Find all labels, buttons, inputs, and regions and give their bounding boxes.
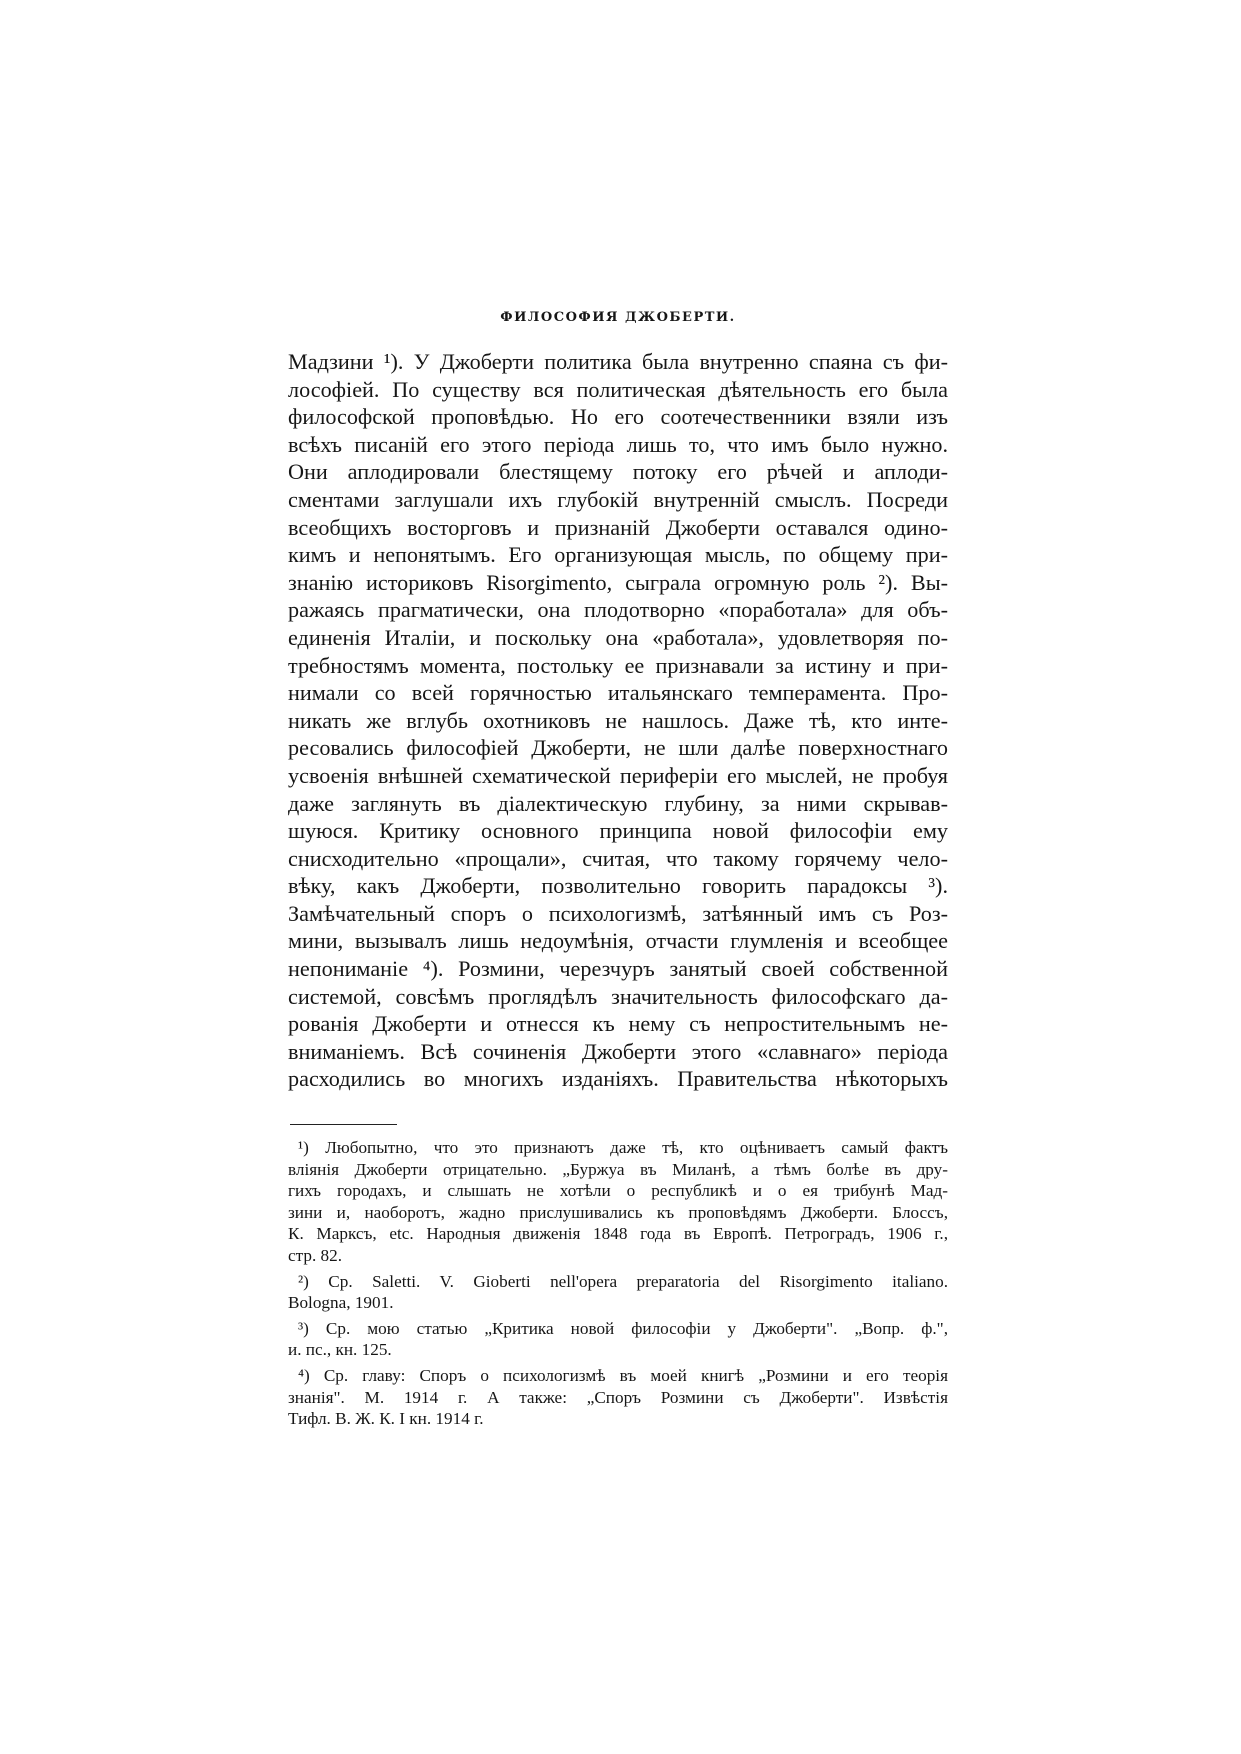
text-line: единенія Италіи, и поскольку она «работала», удовлетворяя по- [288,624,948,650]
running-head: ФИЛОСОФИЯ ДЖОБЕРТИ. [500,310,736,325]
text-line: даже заглянуть въ діалектическую глубину, за ними скрывав- [288,790,948,816]
text-line: никать же вглубь охотниковъ не нашлось. Даже тѣ, кто инте- [288,707,948,733]
footnote-line: Bologna, 1901. [288,1293,394,1313]
text-line: снисходительно «прощали», считая, что такому горячему чело- [288,845,948,871]
footnote-line: стр. 82. [288,1245,343,1265]
text-line: требностямъ момента, постольку ее признавали за истину и при- [288,652,948,678]
main-text [288,348,948,1093]
footnote-line: и. пс., кн. 125. [288,1340,392,1360]
footnote-line: ¹) Любопытно, что это признаютъ даже тѣ, кто оцѣниваетъ самый фактъ [298,1138,948,1157]
text-line: ресовались философіей Джоберти, не шли далѣе поверхностнаго [288,735,948,761]
text-line: Замѣчательный споръ о психологизмѣ, затѣянный имъ съ Роз- [288,900,948,926]
footnote-line: К. Марксъ, etc. Народныя движенія 1848 года въ Европѣ. Петроградъ, 1906 г., [288,1224,948,1244]
text-line: непониманіе ⁴). Розмини, черезчуръ занятый своей собственной [288,956,948,982]
footnote-line: ³) Ср. мою статью „Критика новой философіи у Джоберти". „Вопр. ф.", [298,1318,948,1338]
footnote-separator [290,1124,397,1125]
text-line: лософіей. По существу вся политическая дѣятельность его была [288,376,948,402]
text-line: расходились во многихъ изданіяхъ. Правительства нѣкоторыхъ [288,1066,948,1092]
text-line: системой, совсѣмъ проглядѣлъ значительность философскаго да- [288,983,948,1009]
footnote-line: гихъ городахъ, и слышать не хотѣли о республикѣ и о ея трибунѣ Мад- [288,1181,948,1201]
text-line: ражаясь прагматически, она плодотворно «поработала» для объ- [288,597,948,623]
footnote-line: вліянія Джоберти отрицательно. „Буржуа въ Миланѣ, а тѣмъ болѣе въ дру- [288,1159,948,1179]
footnote-4 [288,1365,948,1430]
footnote-line: знанія". М. 1914 г. А также: „Споръ Розмини съ Джоберти". Извѣстія [288,1387,948,1407]
footnote-line: Тифл. В. Ж. К. I кн. 1914 г. [288,1409,484,1429]
text-line: всеобщихъ восторговъ и признаній Джоберти оставался одино- [288,514,948,540]
footnotes [288,1137,948,1434]
footnote-3 [288,1318,948,1361]
text-line: вниманіемъ. Всѣ сочиненія Джоберти этого «славнаго» періода [288,1038,948,1064]
footnote-1 [288,1137,948,1267]
text-line: кимъ и непонятымъ. Его организующая мысль, по общему при- [288,542,948,568]
text-line: шуюся. Критику основного принципа новой философіи ему [288,818,948,844]
text-line: всѣхъ писаній его этого періода лишь то, что имъ было нужно. [288,431,948,457]
text-line: рованія Джоберти и отнесся къ нему съ непростительнымъ не- [288,1011,948,1037]
text-line: Они аплодировали блестящему потоку его рѣчей и аплоди- [288,459,948,485]
text-line: усвоенія внѣшней схематической периферіи его мыслей, не пробуя [288,762,948,788]
footnote-2 [288,1271,948,1314]
text-line: знанію историковъ Risorgimento, сыграла огромную роль ²). Вы- [288,569,948,595]
footnote-line: зини и, наоборотъ, жадно прислушивались къ проповѣдямъ Джоберти. Блоссъ, [288,1202,948,1222]
footnote-line: ²) Ср. Saletti. V. Gioberti nell'opera preparatoria del Risorgimento italiano. [298,1271,948,1291]
text-line: Мадзини ¹). У Джоберти политика была внутренно спаяна съ фи- [288,349,948,374]
text-line: вѣку, какъ Джоберти, позволительно говорить парадоксы ³). [288,873,948,899]
text-line: философской проповѣдью. Но его соотечественники взяли изъ [288,404,948,430]
text-line: нимали со всей горячностью итальянскаго темперамента. Про- [288,680,948,706]
footnote-line: ⁴) Ср. главу: Споръ о психологизмѣ въ моей книгѣ „Розмини и его теорія [298,1365,948,1385]
text-line: сментами заглушали ихъ глубокій внутренній смыслъ. Посреди [288,486,948,512]
text-line: мини, вызывалъ лишь недоумѣнія, отчасти глумленія и всеобщее [288,928,948,954]
